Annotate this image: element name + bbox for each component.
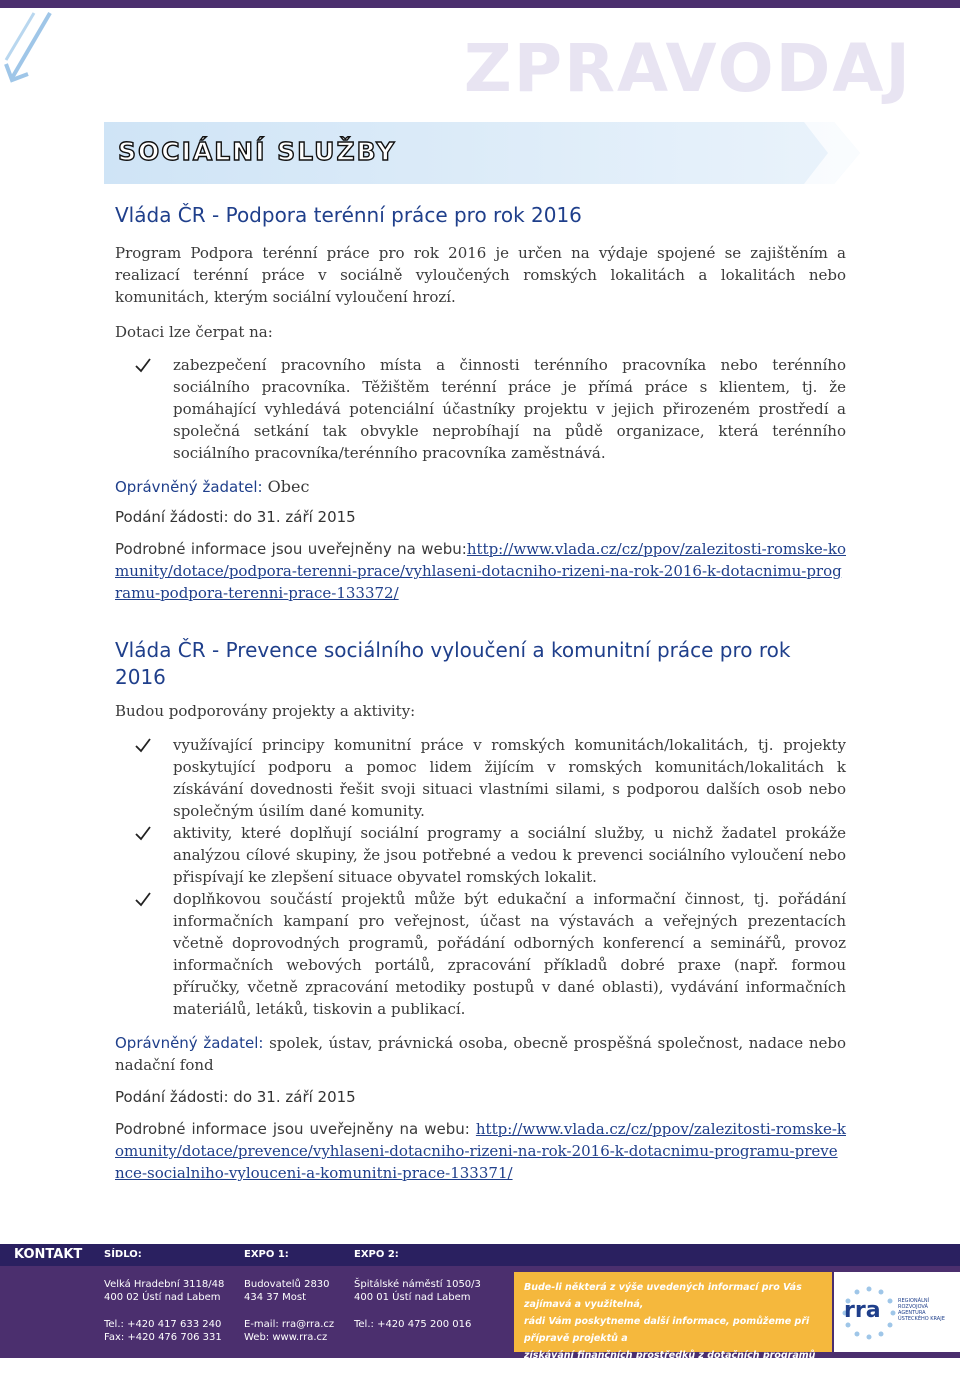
contact-web[interactable]: Web: www.rra.cz bbox=[244, 1332, 328, 1343]
list-item bbox=[173, 888, 846, 1020]
article1-lead: Dotaci lze čerpat na: bbox=[115, 323, 273, 341]
promo-line: získávání finančních prostředků z dotačních programů ČR a EU. bbox=[524, 1350, 816, 1378]
promo-box bbox=[514, 1272, 832, 1378]
logo-subtitle-line: REGIONÁLNÍ bbox=[898, 1298, 930, 1304]
main-content bbox=[115, 202, 846, 1184]
contact-email[interactable]: E-mail: rra@rra.cz bbox=[244, 1319, 335, 1330]
applicant-value: spolek, ústav, právnická osoba, obecně prospěšná společnost, nadace nebo nadační fond bbox=[115, 1034, 847, 1074]
expo2-address bbox=[354, 1278, 481, 1304]
logo-subtitle-line: ROZVOJOVÁ bbox=[898, 1304, 928, 1310]
checkmark-icon bbox=[135, 891, 151, 907]
applicant-label: Oprávněný žadatel: bbox=[115, 478, 263, 496]
contact-line: Tel.: +420 417 633 240 bbox=[104, 1319, 222, 1330]
contact-line: Tel.: +420 475 200 016 bbox=[354, 1319, 472, 1330]
checkmark-icon bbox=[135, 737, 151, 753]
article2-link[interactable]: http://www.vlada.cz/cz/ppov/zalezitosti-romske-komunity/dotace/prevence/vyhlaseni-dotacniho-rizeni-na-rok-2016-k-dotacnimu-programu-prevence-socialniho-vylouceni-a-komunitni-prace-133371/ bbox=[115, 1120, 846, 1182]
footer-expo1-label: EXPO 1: bbox=[244, 1249, 289, 1260]
rra-logo bbox=[834, 1272, 960, 1352]
applicant-label: Oprávněný žadatel: bbox=[115, 1034, 264, 1052]
article1-info bbox=[115, 538, 846, 604]
promo-line: rádi Vám poskytneme další informace, pomůžeme při přípravě projektů a bbox=[524, 1316, 810, 1344]
sidlo-address bbox=[104, 1278, 224, 1304]
footer-expo2-label: EXPO 2: bbox=[354, 1249, 399, 1260]
list-item-text: zabezpečení pracovního místa a činnosti terénního pracovníka nebo terénního sociálního pracovníka. Těžištěm terénní práce je přímá práce s klientem, tj. že pomáhající vyhledává potenciální účastníky projektu v jejich přirozeném prostředí a společná setkání tak obvykle neprobíhají na půdě organizace, která terénního sociálního pracovníka/terénního pracovníka zaměstnává. bbox=[173, 356, 846, 462]
list-item-text: aktivity, které doplňují sociální programy a sociální služby, u nichž žadatel prokáže analýzou cílové skupiny, že jsou potřebné a vedou k prevenci sociálního vyloučení nebo přispívají ke zlepšení situace obyvatel romských lokalit. bbox=[173, 824, 846, 886]
article2-info bbox=[115, 1118, 846, 1184]
list-item bbox=[173, 822, 846, 888]
applicant-value: Obec bbox=[267, 477, 310, 496]
footer-sidlo-label: SÍDLO: bbox=[104, 1249, 142, 1260]
top-bar bbox=[0, 0, 960, 8]
expo1-contact bbox=[244, 1318, 334, 1344]
info-label: Podrobné informace jsou uveřejněny na webu: bbox=[115, 540, 467, 558]
logo-text: rra bbox=[844, 1298, 881, 1323]
footer-kontakt: KONTAKT bbox=[14, 1247, 83, 1262]
section-title: SOCIÁLNÍ SLUŽBY bbox=[118, 137, 397, 166]
sidlo-contact bbox=[104, 1318, 222, 1344]
article1-intro: Program Podpora terénní práce pro rok 2016 je určen na výdaje spojené se zajištěním a realizací terénní práce v sociálně vyloučených romských lokalitách a lokalitách nebo komunitách, kterým sociální vyloučení hrozí. bbox=[115, 244, 846, 306]
article1-list bbox=[173, 354, 846, 464]
address-line: 400 01 Ústí nad Labem bbox=[354, 1292, 471, 1303]
section-banner bbox=[104, 122, 860, 184]
checkmark-icon bbox=[135, 357, 151, 373]
article1-link[interactable]: http://www.vlada.cz/cz/ppov/zalezitosti-romske-komunity/dotace/podpora-terenni-prace/vyhlaseni-dotacniho-rizeni-na-rok-2016-k-dotacnimu-programu-podpora-terenni-prace-133372/ bbox=[115, 540, 846, 602]
article1-applicant bbox=[115, 477, 846, 496]
checkmark-icon bbox=[135, 825, 151, 841]
article2-heading: Vláda ČR - Prevence sociálního vyloučení a komunitní práce pro rok 2016 bbox=[115, 638, 791, 689]
logo-subtitle-line: ÚSTECKÉHO KRAJE bbox=[898, 1316, 945, 1322]
address-line: Budovatelů 2830 bbox=[244, 1279, 330, 1290]
contact-line: Fax: +420 476 706 331 bbox=[104, 1332, 222, 1343]
info-label: Podrobné informace jsou uveřejněny na webu: bbox=[115, 1120, 470, 1138]
article1-deadline: Podání žádosti: do 31. září 2015 bbox=[115, 508, 356, 526]
article2-deadline: Podání žádosti: do 31. září 2015 bbox=[115, 1088, 356, 1106]
footer bbox=[0, 1244, 960, 1378]
address-line: Špitálské náměstí 1050/3 bbox=[354, 1279, 481, 1290]
article2-list bbox=[173, 734, 846, 1020]
address-line: 434 37 Most bbox=[244, 1292, 307, 1303]
expo1-address bbox=[244, 1278, 330, 1304]
article2-lead: Budou podporovány projekty a aktivity: bbox=[115, 702, 416, 720]
address-line: 400 02 Ústí nad Labem bbox=[104, 1292, 221, 1303]
corner-arrows-icon bbox=[0, 8, 70, 98]
list-item-text: doplňkovou součástí projektů může být edukační a informační činnost, tj. pořádání informačních kampaní pro veřejnost, účast na výstavách a veřejných prezentacích včetně doprovodných programů, pořádání odborných konferencí a seminářů, provoz informačních webových portálů, zpracování příkladů dobré praxe (např. formou příručky, včetně zpracování metodiky postupů v dané oblasti), vydávání informačních materiálů, letáků, tiskovin a publikací. bbox=[173, 890, 846, 1018]
promo-line: Bude-li některá z výše uvedených informací pro Vás zajímavá a využitelná, bbox=[524, 1282, 802, 1310]
article1-heading: Vláda ČR - Podpora terénní práce pro rok 2016 bbox=[115, 203, 582, 227]
logo-subtitle-line: AGENTURA bbox=[898, 1310, 926, 1316]
expo2-contact bbox=[354, 1318, 471, 1331]
list-item-text: využívající principy komunitní práce v romských komunitách/lokalitách, tj. projekty poskytující podporu a pomoc lidem žijícím v romských komunitách/lokalitách k získávání dovednosti řešit svoji situaci vlastními silami, s podporou dalších osob nebo společným úsilím dané komunity. bbox=[173, 736, 846, 820]
logo-subtitle bbox=[898, 1298, 958, 1322]
address-line: Velká Hradební 3118/48 bbox=[104, 1279, 225, 1290]
list-item bbox=[173, 354, 846, 464]
masthead-title: ZPRAVODAJ bbox=[463, 30, 912, 107]
article2-applicant bbox=[115, 1032, 846, 1076]
footer-header-strip bbox=[0, 1244, 960, 1266]
list-item bbox=[173, 734, 846, 822]
